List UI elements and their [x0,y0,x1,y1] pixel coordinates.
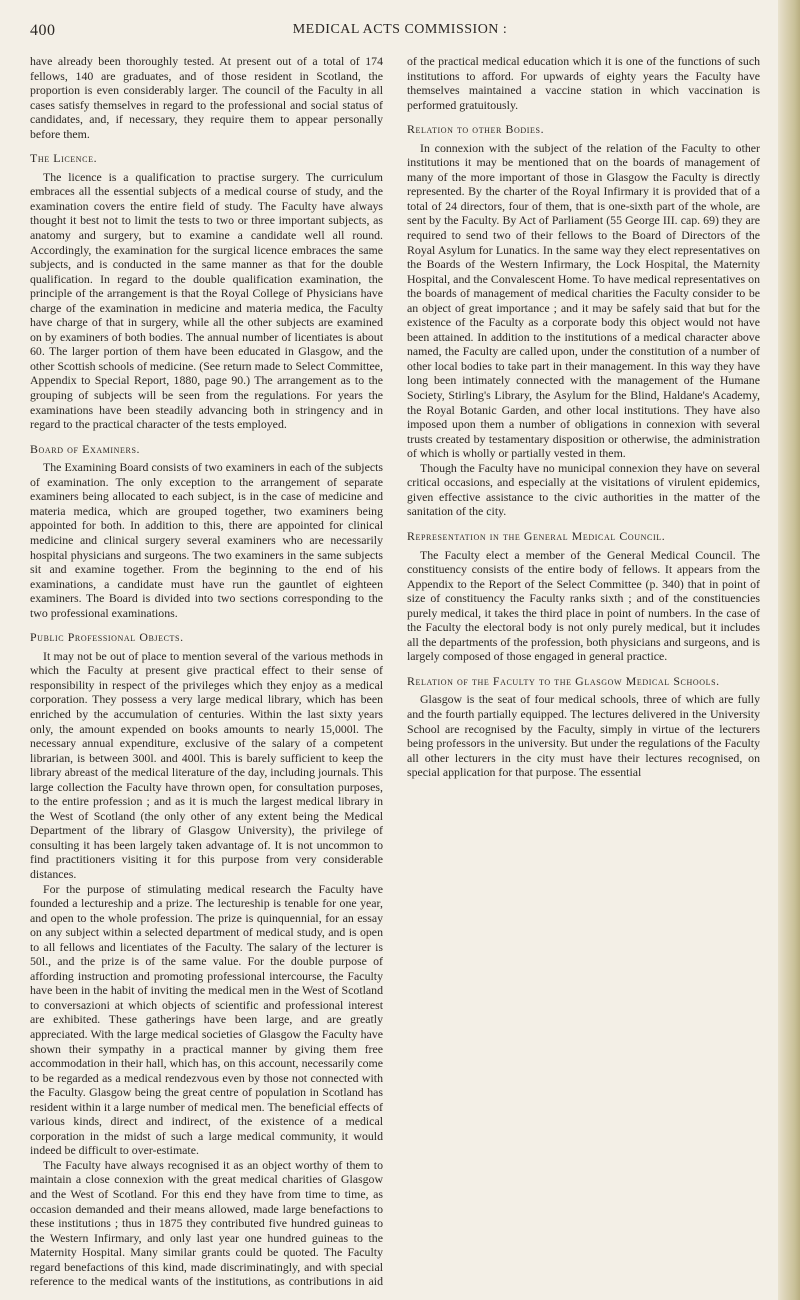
section [407,529,760,664]
paragraph: The Faculty elect a member of the General Medical Council. The constituency consists of the entire body of fellows. It appears from the Appendix to the Report of the Select Committee (p. 340) that in point of size of constituency the Faculty ranks sixth ; and of the constituencies purely medical, it takes the third place in point of numbers. In the case of the Faculty the electoral body is not only purely medical, but it includes all the departments of the profession, both physicians and surgeons, and is largely composed of those engaged in general practice. [407,547,760,664]
running-head [30,22,770,44]
page-edge-strip [778,0,800,1300]
section [407,122,760,519]
running-title: MEDICAL ACTS COMMISSION : [292,22,508,37]
paragraph: It may not be out of place to mention several of the various methods in which the Faculty at present give practical effect to their sense of responsibility in respect of the privileges which they enjoy as a medical corporation. They possess a very large medical library, which has been enriched by the accumulation of centuries. Within the last sixty years only, the amount expended on books amounts to nearly 15,000l. The necessary annual expenditure, exclusive of the salary of a competent librarian, is between 300l. and 400l. This is barely sufficient to keep the library abreast of the medical literature of the day, including journals. This large collection the Faculty have thrown open, for consultation purposes, to the entire profession ; and as it is much the largest medical library in the West of Scotland (the only other of any extent being the Medical Department of the library of Glasgow University), the privilege of consulting it has been largely taken advantage of. It is not uncommon to find practitioners visiting it for this purpose from very considerable distances. [30,648,383,881]
section [30,442,383,621]
section-heading: Relation of the Faculty to the Glasgow Medical Schools. [407,673,720,688]
section-heading: Public Professional Objects. [30,630,184,645]
section-heading: Relation to other Bodies. [407,122,545,137]
page-number: 400 [30,22,56,39]
section [407,674,760,780]
section-heading: Representation in the General Medical Council. [407,528,666,543]
section [30,54,383,141]
paragraph: Though the Faculty have no municipal connexion they have on several critical occasions, and especially at the visitations of virulent epidemics, given effective assistance to the civic authorities in the matter of the sanitation of the city. [407,460,760,519]
section [30,151,383,431]
paragraph: The Faculty have always recognised it as an object worthy of them to maintain a close connexion with the great medical charities of Glasgow and the West of Scotland. For this end they have from time to time, as occasion demanded and their means allowed, made large benefactions to these institutions ; thus in 1875 they contributed five hundred guineas to the Western Infirmary, and only last year one hundred guineas to the Maternity Hospital. Many similar grants could be quoted. The Faculty regard benefactions of this kind, made discriminatingly, and with special reference to the medical wants of the institutions, as contributions in aid of the practical medical education which it is one of the functions of such institutions to afford. For upwards of eighty years the Faculty have themselves maintained a vaccine station in which vaccination is performed gratuitously. [30,54,760,1289]
paragraph: The Examining Board consists of two examiners in each of the subjects of examination. The only exception to the arrangement of separate examiners being allocated to each subject, is in the case of medicine and materia medica, which are grouped together, two examiners being appointed for both. In addition to this, there are appointed for clinical medicine and clinical surgery several examiners who are necessarily hospital physicians and surgeons. The two examiners in the same subjects sit and examine together. From the beginning to the end of his examinations, a candidate must have run the gauntlet of eighteen examiners. The Board is divided into two sections corresponding to the two professional examinations. [30,460,383,620]
body-columns [30,54,760,1289]
paragraph: Glasgow is the seat of four medical schools, three of which are fully and the fourth partially equipped. The lectures delivered in the University School are recognised by the Faculty, simply in virtue of the lecturers being professors in the university. But under the regulations of the Faculty all other lecturers in the city must have their lectures recognised, on special application for that purpose. The essential [407,692,760,780]
paragraph: The licence is a qualification to practise surgery. The curriculum embraces all the essential subjects of a medical course of study, and the examination covers the entire field of study. The Faculty have always thought it best not to limit the tests to two or three important subjects, as anatomy and surgery, but to examine a candidate well all round. Accordingly, the examination for the surgical licence embraces the same subjects, and is conducted in the same manner as that for the double qualification. In regard to the double qualification examination, the principle of the arrangement is that the Royal College of Physicians have charge of the examination in medicine and materia medica, the Faculty have charge of that in surgery, while all the other subjects are examined on by examiners of both bodies. The annual number of licentiates is about 60. The larger portion of them have been educated in Glasgow, and the other Scottish schools of medicine. (See return made to Select Committee, Appendix to Special Report, 1880, page 90.) The arrangement as to the grouping of subjects will be seen from the regulations. For years the examinations have been steadily advancing both in stringency and in regard to the practical character of the tests employed. [30,169,383,432]
paragraph: In connexion with the subject of the relation of the Faculty to other institutions it may be mentioned that on the boards of management of many of the more important of those in Glasgow the Faculty is directly represented. By the charter of the Royal Infirmary it is provided that of a total of 24 directors, four of them, that is one-sixth part of the whole, are sent by the Faculty. By Act of Parliament (55 George III. cap. 69) they are required to send two of their fellows to the Board of Directors of the Royal Asylum for Lunatics. In the same way they elect representatives on the Boards of the Western Infirmary, the Lock Hospital, the Maternity Hospital, and the Convalescent Home. To have medical representatives on the boards of management of medical charities the Faculty consider to be an object of great importance ; and it may be safely said that but for the existence of the Faculty as a corporate body this object would not have been attained. In addition to the institutions of a medical character above named, the Faculty are called upon, under the constitution of a number of other local bodies to take part in their management. In this way they have long been intimately connected with the management of the Humane Society, Stirling's Library, the Asylum for the Blind, Haldane's Academy, the Royal Botanic Garden, and other local institutions. They have also imposed upon them a number of obligations in connexion with several trusts created by testamentary disposition or otherwise, the administration of which is wholly or partially vested in them. [407,140,760,461]
section-heading: Board of Examiners. [30,441,141,456]
section-heading: The Licence. [30,151,98,166]
paragraph: have already been thoroughly tested. At present out of a total of 174 fellows, 140 are graduates, and of those resident in Scotland, the proportion is even considerably larger. The council of the Faculty in all cases satisfy themselves in regard to the professional and social status of candidates, and, if necessary, they require them to appear personally before them. [30,54,383,141]
paragraph: For the purpose of stimulating medical research the Faculty have founded a lectureship and a prize. The lectureship is tenable for one year, and open to the whole profession. The prize is quinquennial, for an essay on any subject within a selected department of medical study, and is open to all fellows and licentiates of the Faculty. The salary of the lecturer is 50l., and the prize is of the same value. For the double purpose of affording instruction and promoting professional intercourse, the Faculty have been in the habit of inviting the medical men in the West of Scotland to conversazioni at which objects of scientific and professional interest are exhibited. These gatherings have been large, and are greatly appreciated. With the large medical societies of Glasgow the Faculty have shown their sympathy in a practical manner by giving them free accommodation in their hall, which has, on this account, necessarily come to be regarded as a medical rendezvous even by those not connected with the Faculty. Glasgow being the great centre of population in Scotland has resident within it a large number of medical men. The beneficial effects of various kinds, direct and indirect, of the existence of a medical corporation in the midst of such a large medical community, it would indeed be difficult to over-estimate. [30,881,383,1158]
